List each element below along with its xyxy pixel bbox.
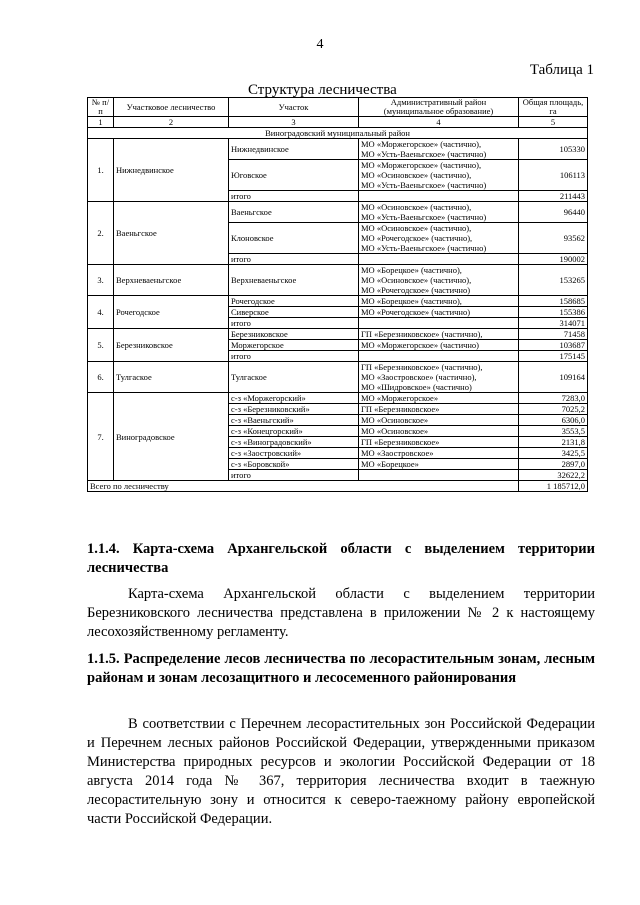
area-cell: 93562 <box>519 223 588 254</box>
lesnichestvo-name: Нижнедвинское <box>114 139 229 202</box>
admin-district-cell: ГП «Березниковское» (частично), <box>359 329 519 340</box>
admin-district-cell <box>359 191 519 202</box>
col-number: 2 <box>114 117 229 128</box>
uchastok-cell: итого <box>229 191 359 202</box>
col-number: 3 <box>229 117 359 128</box>
uchastok-cell: с-з «Конецгорский» <box>229 426 359 437</box>
admin-district-cell: МО «Осиновское» <box>359 426 519 437</box>
admin-district-cell: МО «Моржегорское» (частично), МО «Усть-Ваеньгское» (частично) <box>359 139 519 160</box>
admin-district-cell: МО «Осиновское» (частично), МО «Усть-Ваеньгское» (частично) <box>359 202 519 223</box>
table-row <box>88 139 588 160</box>
section-1-1-4-body <box>87 585 595 642</box>
area-cell: 190002 <box>519 254 588 265</box>
section-paragraph: В соответствии с Перечнем лесорастительных зон Российской Федерации и Перечнем лесных районов Российской Федерации, утвержденными приказом Министерства природных ресурсов и экологии Российской Федерации от 18 августа 2014 года № 367, территория лесничества входит в таежную лесорастительную зону и относится к северо-таежному району европейской части Российской Федерации. <box>87 716 595 827</box>
column-number-row <box>88 117 588 128</box>
lesnichestvo-name: Рочегодское <box>114 296 229 329</box>
admin-district-cell: ГП «Березниковское» <box>359 437 519 448</box>
lesnichestvo-name: Виноградовское <box>114 393 229 481</box>
section-1-1-5 <box>87 650 595 688</box>
uchastok-cell: итого <box>229 351 359 362</box>
uchastok-cell: с-з «Ваеньгский» <box>229 415 359 426</box>
uchastok-cell: итого <box>229 470 359 481</box>
table-row <box>88 329 588 340</box>
area-cell: 153265 <box>519 265 588 296</box>
header-lesnichestvo: Участковое лесничество <box>114 98 229 117</box>
admin-district-cell: МО «Борецкое» (частично), МО «Осиновское» (частично), МО «Рочегодское» (частично) <box>359 265 519 296</box>
section-1-1-4 <box>87 540 595 578</box>
row-number: 5. <box>88 329 114 362</box>
admin-district-cell: МО «Рочегодское» (частично) <box>359 307 519 318</box>
header-uchastok: Участок <box>229 98 359 117</box>
lesnichestvo-name: Ваеньгское <box>114 202 229 265</box>
admin-district-cell: МО «Осиновское» (частично), МО «Рочегодское» (частично), МО «Усть-Ваеньгское» (частично) <box>359 223 519 254</box>
lesnichestvo-name: Верхневаеньгское <box>114 265 229 296</box>
table-label: Таблица 1 <box>529 62 594 78</box>
area-cell: 314071 <box>519 318 588 329</box>
uchastok-cell: с-з «Березниковский» <box>229 404 359 415</box>
admin-district-cell: ГП «Березниковское» (частично), МО «Заостровское» (частично), МО «Шидровское» (частично) <box>359 362 519 393</box>
area-cell: 158685 <box>519 296 588 307</box>
header-area: Общая площадь, га <box>519 98 588 117</box>
row-number: 4. <box>88 296 114 329</box>
admin-district-cell: ГП «Березниковское» <box>359 404 519 415</box>
table-row <box>88 362 588 393</box>
uchastok-cell: Тулгаское <box>229 362 359 393</box>
uchastok-cell: Клоновское <box>229 223 359 254</box>
uchastok-cell: с-з «Заостровский» <box>229 448 359 459</box>
admin-district-cell <box>359 254 519 265</box>
area-cell: 2131,8 <box>519 437 588 448</box>
uchastok-cell: с-з «Виноградовский» <box>229 437 359 448</box>
uchastok-cell: Юговское <box>229 160 359 191</box>
area-cell: 175145 <box>519 351 588 362</box>
admin-district-cell: МО «Борецкое» (частично), <box>359 296 519 307</box>
row-number: 7. <box>88 393 114 481</box>
uchastok-cell: Нижнедвинское <box>229 139 359 160</box>
uchastok-cell: Березниковское <box>229 329 359 340</box>
area-cell: 71458 <box>519 329 588 340</box>
row-number: 2. <box>88 202 114 265</box>
section-1-1-5-body <box>87 715 595 829</box>
uchastok-cell: итого <box>229 318 359 329</box>
total-area: 1 185712,0 <box>519 481 588 492</box>
row-number: 6. <box>88 362 114 393</box>
admin-district-cell <box>359 470 519 481</box>
total-label: Всего по лесничеству <box>88 481 519 492</box>
uchastok-cell: с-з «Боровской» <box>229 459 359 470</box>
area-cell: 96440 <box>519 202 588 223</box>
region-row <box>88 128 588 139</box>
area-cell: 3425,5 <box>519 448 588 459</box>
table-row <box>88 265 588 296</box>
area-cell: 6306,0 <box>519 415 588 426</box>
table-row <box>88 296 588 307</box>
table-body <box>88 128 588 492</box>
header-admin-district: Административный район (муниципальное образование) <box>359 98 519 117</box>
area-cell: 32622,2 <box>519 470 588 481</box>
uchastok-cell: Моржегорское <box>229 340 359 351</box>
area-cell: 7283,0 <box>519 393 588 404</box>
row-number: 1. <box>88 139 114 202</box>
lesnichestvo-name: Березниковское <box>114 329 229 362</box>
uchastok-cell: Ваеньгское <box>229 202 359 223</box>
admin-district-cell: МО «Моржегорское» (частично) <box>359 340 519 351</box>
admin-district-cell: МО «Моржегорское» <box>359 393 519 404</box>
table-title: Структура лесничества <box>248 82 397 98</box>
row-number: 3. <box>88 265 114 296</box>
uchastok-cell: Верхневаеньгское <box>229 265 359 296</box>
lesnichestvo-name: Тулгаское <box>114 362 229 393</box>
section-heading: 1.1.4. Карта-схема Архангельской области с выделением территории лесничества <box>87 541 595 576</box>
admin-district-cell: МО «Осиновское» <box>359 415 519 426</box>
col-number: 4 <box>359 117 519 128</box>
admin-district-cell: МО «Борецкое» <box>359 459 519 470</box>
table-header-row <box>88 98 588 117</box>
uchastok-cell: Сиверское <box>229 307 359 318</box>
area-cell: 3553,5 <box>519 426 588 437</box>
col-number: 5 <box>519 117 588 128</box>
table-row <box>88 393 588 404</box>
total-row <box>88 481 588 492</box>
section-heading: 1.1.5. Распределение лесов лесничества по лесорастительным зонам, лесным районам и зонам лесозащитного и лесосеменного районирования <box>87 651 595 686</box>
table-row <box>88 202 588 223</box>
admin-district-cell <box>359 351 519 362</box>
admin-district-cell: МО «Заостровское» <box>359 448 519 459</box>
region-name: Виноградовский муниципальный район <box>88 128 588 139</box>
header-num: № п/п <box>88 98 114 117</box>
uchastok-cell: Рочегодское <box>229 296 359 307</box>
area-cell: 2897,0 <box>519 459 588 470</box>
area-cell: 155386 <box>519 307 588 318</box>
admin-district-cell: МО «Моржегорское» (частично), МО «Осиновское» (частично), МО «Усть-Ваеньгское» (частично) <box>359 160 519 191</box>
forestry-structure-table <box>87 97 588 492</box>
col-number: 1 <box>88 117 114 128</box>
area-cell: 105330 <box>519 139 588 160</box>
area-cell: 103687 <box>519 340 588 351</box>
section-paragraph: Карта-схема Архангельской области с выделением территории Березниковского лесничества представлена в приложении № 2 к настоящему лесохозяйственному регламенту. <box>87 586 595 640</box>
area-cell: 106113 <box>519 160 588 191</box>
uchastok-cell: итого <box>229 254 359 265</box>
uchastok-cell: с-з «Моржегорский» <box>229 393 359 404</box>
page-number: 4 <box>316 37 324 52</box>
admin-district-cell <box>359 318 519 329</box>
area-cell: 7025,2 <box>519 404 588 415</box>
area-cell: 211443 <box>519 191 588 202</box>
area-cell: 109164 <box>519 362 588 393</box>
